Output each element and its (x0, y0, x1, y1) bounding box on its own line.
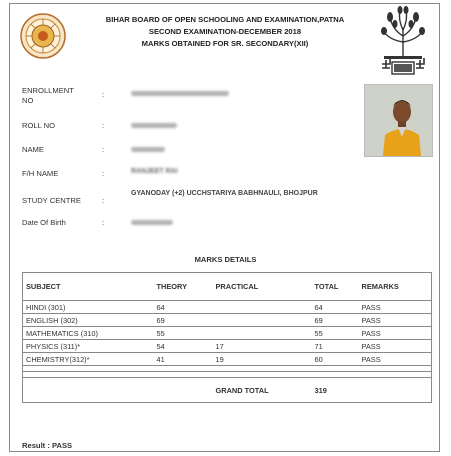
total-cell: 60 (312, 353, 359, 366)
board-name: BIHAR BOARD OF OPEN SCHOOLING AND EXAMINATION,PATNA (105, 15, 345, 24)
total-cell: 69 (312, 314, 359, 327)
fh-name-value: RANJEET RAI (131, 168, 178, 175)
total-cell: 55 (312, 327, 359, 340)
table-row (23, 353, 432, 366)
practical-cell: 19 (213, 353, 312, 366)
subject-cell: PHYSICS (311)* (23, 340, 154, 353)
practical-cell (213, 314, 312, 327)
name-label: NAME (22, 145, 44, 154)
enrollment-colon: : (102, 90, 105, 99)
total-cell: 64 (312, 301, 359, 314)
table-row (23, 301, 432, 314)
remarks-cell: PASS (359, 301, 432, 314)
dob-label: Date Of Birth (22, 218, 66, 227)
exam-name: SECOND EXAMINATION-DECEMBER 2018 (148, 27, 302, 36)
table-row (23, 314, 432, 327)
board-seal-icon (20, 13, 66, 59)
study-centre-label: STUDY CENTRE (22, 196, 81, 205)
remarks-cell: PASS (359, 340, 432, 353)
marks-table (22, 272, 432, 403)
document-header (75, 14, 375, 50)
subject-cell: CHEMISTRY(312)* (23, 353, 154, 366)
dob-colon: : (102, 218, 105, 227)
study-centre-colon: : (102, 196, 105, 205)
grand-total-value: 319 (312, 378, 359, 403)
grand-total-row (23, 378, 432, 403)
marksheet-title: MARKS OBTAINED FOR SR. SECONDARY(XII) (141, 39, 309, 48)
theory-cell: 54 (154, 340, 213, 353)
theory-cell: 64 (154, 301, 213, 314)
student-photo (364, 84, 433, 157)
total-cell: 71 (312, 340, 359, 353)
roll-label: ROLL NO (22, 121, 56, 130)
fh-name-label: F/H NAME (22, 169, 59, 178)
practical-cell (213, 327, 312, 340)
study-centre-value: GYANODAY (+2) UCCHSTARIYA BABHNAULI, BHOJPUR (131, 190, 318, 197)
name-colon: : (102, 145, 105, 154)
dob-value-redacted (131, 220, 173, 225)
col-total: TOTAL (312, 273, 359, 301)
roll-colon: : (102, 121, 105, 130)
roll-value-redacted (131, 123, 177, 128)
theory-cell: 69 (154, 314, 213, 327)
col-subject: SUBJECT (23, 273, 154, 301)
subject-cell: MATHEMATICS (310) (23, 327, 154, 340)
bihar-emblem-icon (378, 6, 428, 78)
subject-cell: HINDI (301) (23, 301, 154, 314)
subject-cell: ENGLISH (302) (23, 314, 154, 327)
name-value-redacted (131, 147, 165, 152)
col-practical: PRACTICAL (213, 273, 312, 301)
col-remarks: REMARKS (359, 273, 432, 301)
theory-cell: 55 (154, 327, 213, 340)
practical-cell (213, 301, 312, 314)
marks-details-title: MARKS DETAILS (194, 255, 257, 264)
remarks-cell: PASS (359, 314, 432, 327)
table-row (23, 327, 432, 340)
result-text: Result : PASS (22, 441, 73, 450)
practical-cell: 17 (213, 340, 312, 353)
grand-total-label: GRAND TOTAL (213, 378, 312, 403)
theory-cell: 41 (154, 353, 213, 366)
col-theory: THEORY (154, 273, 213, 301)
table-header-row (23, 273, 432, 301)
fh-name-colon: : (102, 169, 105, 178)
remarks-cell: PASS (359, 327, 432, 340)
table-row (23, 340, 432, 353)
enrollment-value-redacted (131, 91, 229, 96)
enrollment-label: ENROLLMENT NO (22, 86, 74, 105)
remarks-cell: PASS (359, 353, 432, 366)
